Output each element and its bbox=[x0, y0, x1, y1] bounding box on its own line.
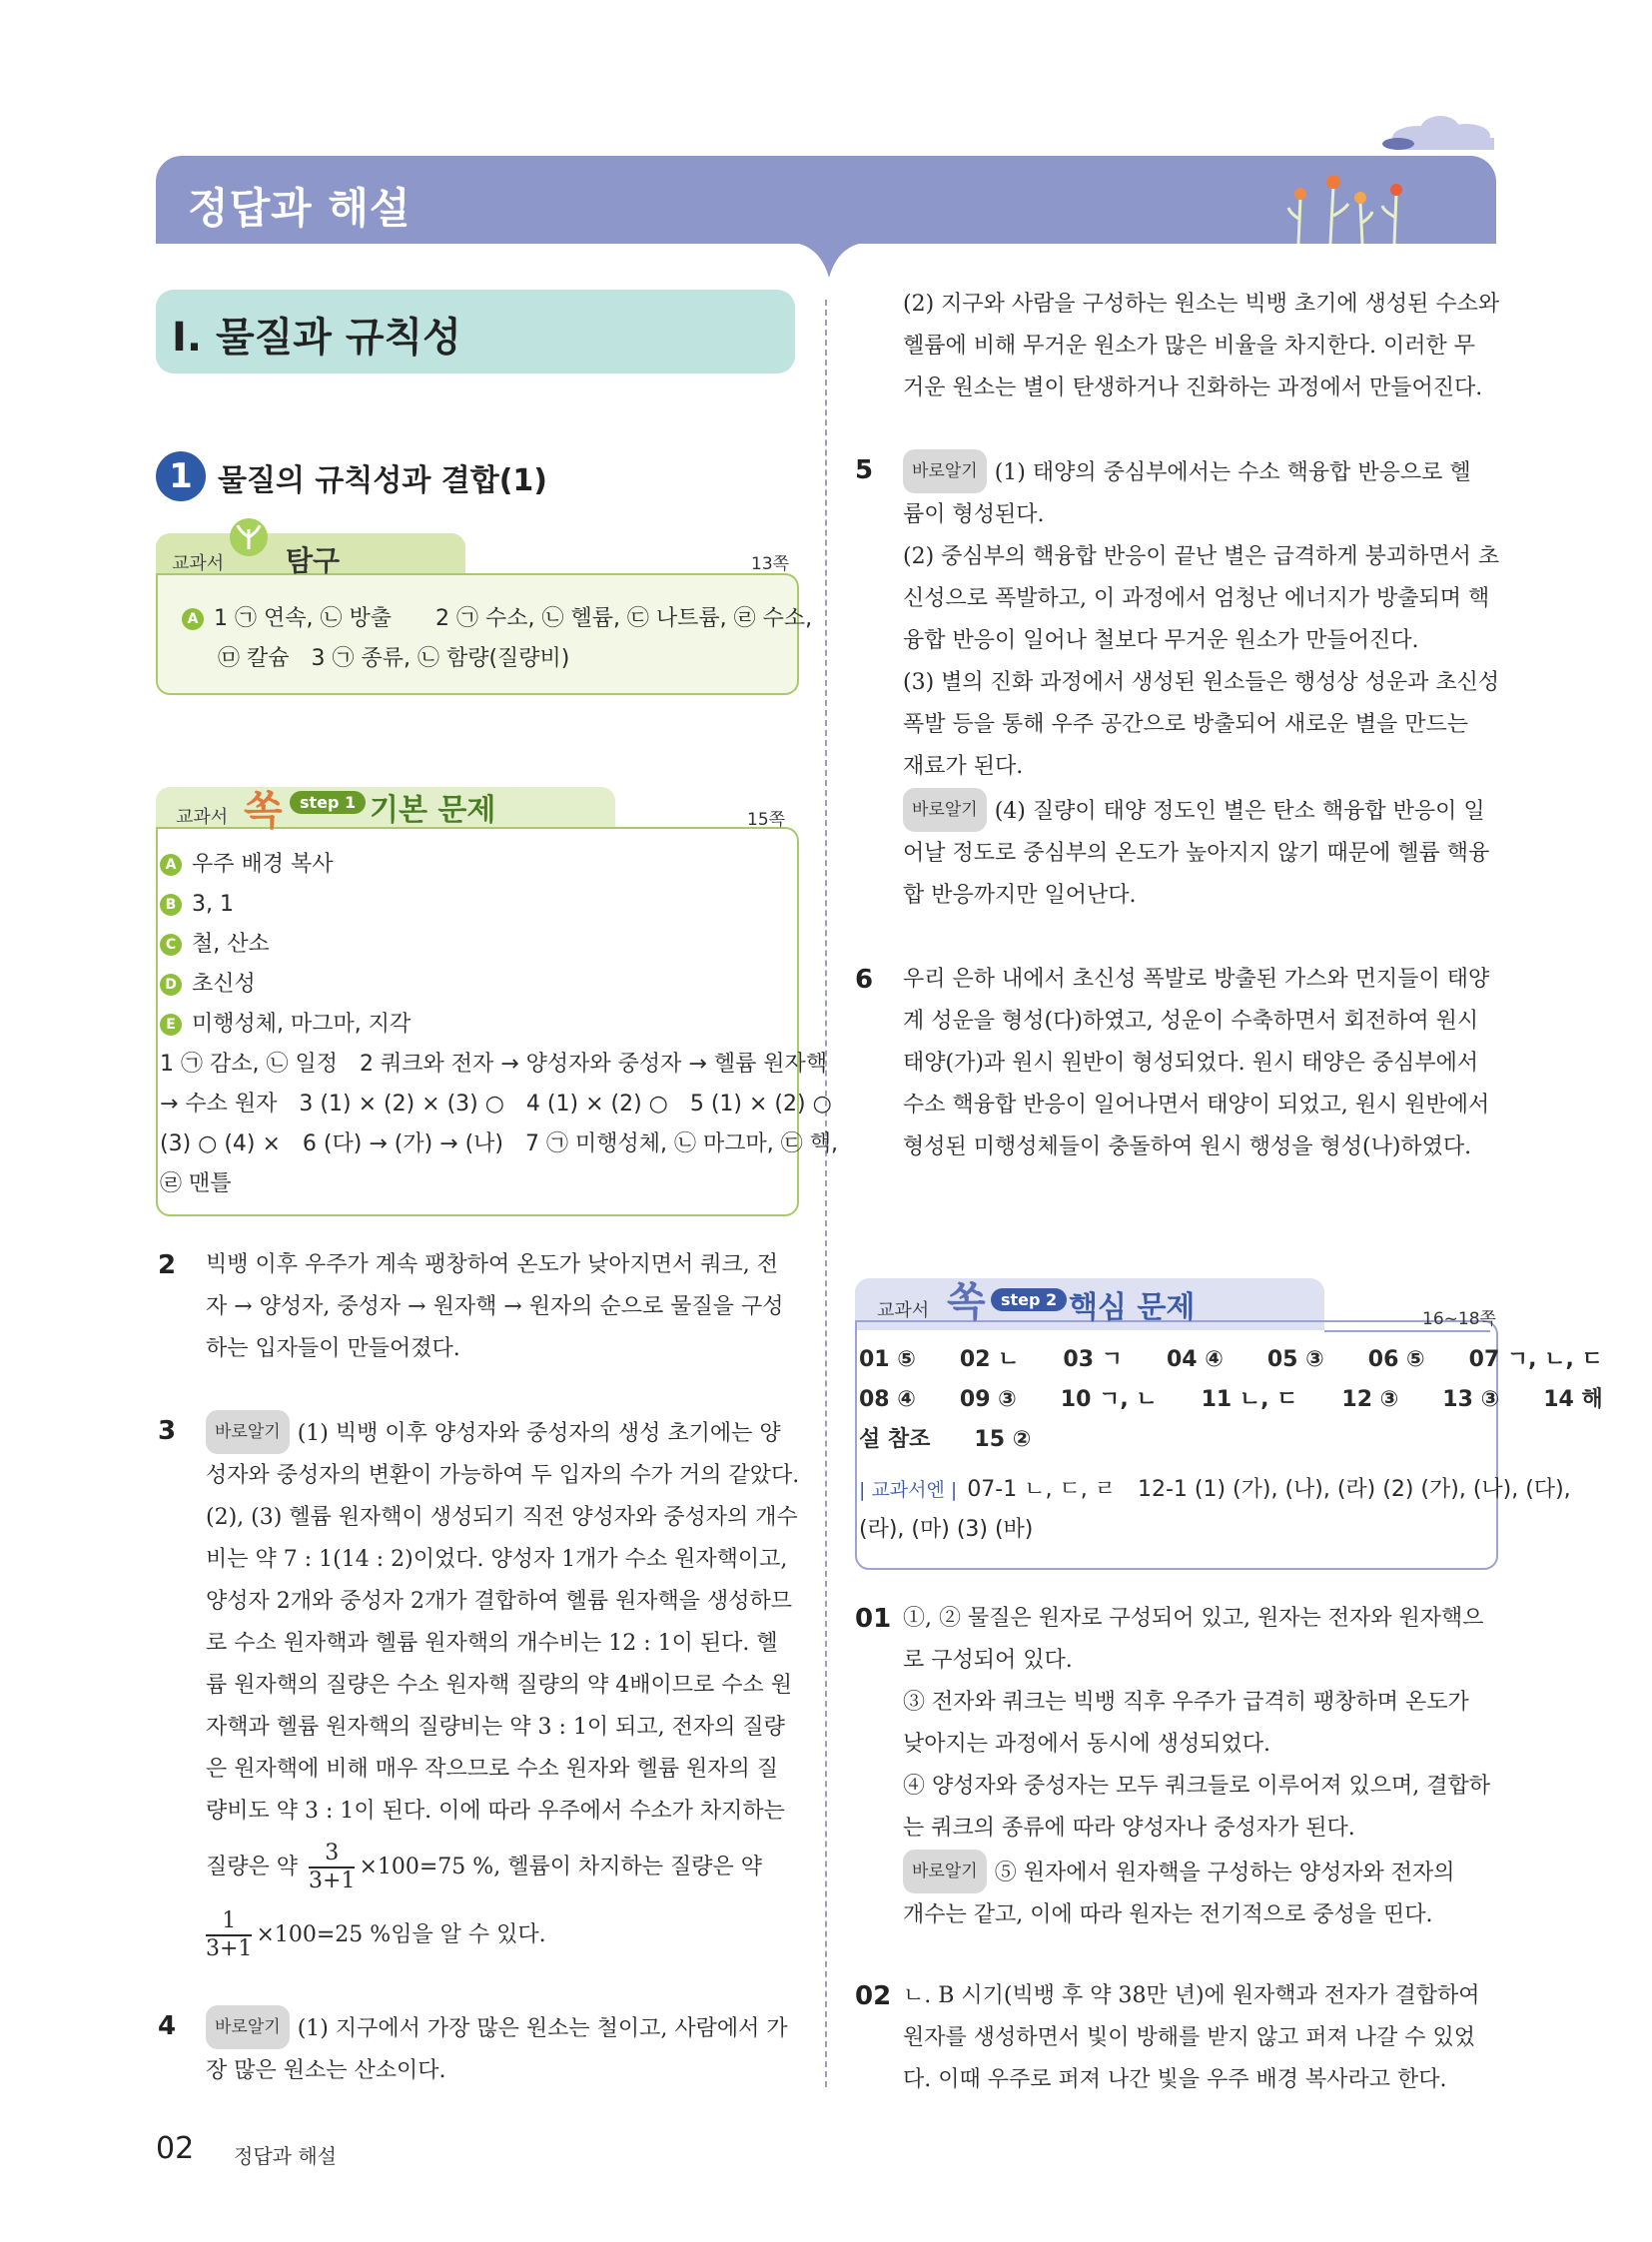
question-4-continued bbox=[903, 284, 1499, 409]
text-line bbox=[903, 449, 1499, 494]
header-notch bbox=[799, 244, 859, 278]
marker-a: A bbox=[182, 608, 204, 630]
step1-answer-line: (3) ○ (4) × 6 (다) → (가) → (나) 7 ㉠ 미행성체, ㉡ 마그마, ㉢ 핵, bbox=[160, 1131, 838, 1156]
step1-item-text: 철, 산소 bbox=[192, 932, 270, 957]
page-number: 02 bbox=[156, 2131, 195, 2166]
text-line: 다. 이때 우주로 퍼져 나간 빛을 우주 배경 복사라고 한다. bbox=[903, 2067, 1447, 2092]
text-line: 형성된 미행성체들이 충돌하여 원시 행성을 형성(나)하였다. bbox=[903, 1134, 1472, 1159]
text-line: (2) 중심부의 핵융합 반응이 끝난 별은 급격하게 붕괴하면서 초 bbox=[903, 544, 1500, 569]
text-span: (1) 지구에서 가장 많은 원소는 철이고, 사람에서 가 bbox=[297, 2016, 788, 2041]
text-line: ④ 양성자와 중성자는 모두 쿼크들로 이루어져 있으며, 결합하 bbox=[903, 1774, 1490, 1799]
step2-ssuk: 쏙 bbox=[947, 1279, 986, 1325]
text-line: 비는 약 7 : 1(14 : 2)이었다. 양성자 1개가 수소 원자핵이고, bbox=[206, 1547, 788, 1572]
step2-page: 16~18쪽 bbox=[1422, 1309, 1496, 1329]
tamgu-answer-line-1 bbox=[182, 599, 812, 639]
step1-item-text: 초신성 bbox=[192, 972, 256, 997]
fraction-denominator: 3+1 bbox=[206, 1936, 253, 1961]
marker-b: B bbox=[160, 894, 182, 916]
correction-badge: 바로알기 bbox=[903, 788, 987, 832]
step1-item bbox=[160, 965, 838, 1005]
text-line: (2) 지구와 사람을 구성하는 원소는 빅뱅 초기에 생성된 수소와 bbox=[903, 292, 1500, 317]
sprout-icon bbox=[228, 517, 270, 569]
question-number: 02 bbox=[855, 1981, 892, 2011]
text-line: 는 쿼크의 종류에 따라 양성자나 중성자가 된다. bbox=[903, 1816, 1355, 1841]
step1-answer-line: → 수소 원자 3 (1) × (2) × (3) ○ 4 (1) × (2) ○ 5 (1) × (2) ○ bbox=[160, 1092, 832, 1117]
step1-page: 15쪽 bbox=[747, 810, 786, 830]
question-6-text bbox=[903, 959, 1489, 1168]
text-line: (2), (3) 헬륨 원자핵이 생성되기 직전 양성자와 중성자의 개수 bbox=[206, 1505, 798, 1530]
step2-extra-row bbox=[859, 1470, 1603, 1510]
text-line: 로 구성되어 있다. bbox=[903, 1648, 1073, 1673]
correction-badge: 바로알기 bbox=[903, 1850, 987, 1893]
text-span: ×100=25 %임을 알 수 있다. bbox=[256, 1922, 546, 1947]
tamgu-source: 교과서 bbox=[172, 553, 225, 574]
text-line bbox=[903, 788, 1499, 833]
marker-e: E bbox=[160, 1014, 182, 1036]
text-span: (1) 태양의 중심부에서는 수소 핵융합 반응으로 헬 bbox=[994, 460, 1471, 485]
step1-item-text: 미행성체, 마그마, 지각 bbox=[192, 1012, 412, 1037]
question-02-text bbox=[903, 1975, 1480, 2101]
text-line bbox=[206, 1410, 799, 1455]
text-span: (1) 빅뱅 이후 양성자와 중성자의 생성 초기에는 양 bbox=[297, 1421, 781, 1446]
correction-badge: 바로알기 bbox=[206, 1410, 290, 1454]
text-line: 계 성운을 형성(다)하였고, 성운이 수축하면서 회전하여 원시 bbox=[903, 1009, 1479, 1034]
step1-item-text: 우주 배경 복사 bbox=[192, 852, 334, 877]
footer-title: 정답과 해설 bbox=[234, 2144, 337, 2168]
text-line: 원자를 생성하면서 빛이 방해를 받지 않고 퍼져 나갈 수 있었 bbox=[903, 2025, 1475, 2050]
tamgu-answer-line-2: ㉤ 칼슘 3 ㉠ 종류, ㉡ 함량(질량비) bbox=[218, 646, 570, 671]
marker-d: D bbox=[160, 974, 182, 996]
flowers-icon bbox=[1278, 168, 1428, 244]
page-header-title: 정답과 해설 bbox=[188, 184, 412, 233]
step2-pill-wrap bbox=[991, 1288, 1067, 1311]
step2-answer-row: 08 ④ 09 ③ 10 ㄱ, ㄴ 11 ㄴ, ㄷ 12 ③ 13 ③ 14 해 bbox=[859, 1387, 1603, 1412]
question-4-text bbox=[206, 2005, 788, 2092]
text-line: 량비도 약 3 : 1이 된다. 이에 따라 우주에서 수소가 차지하는 bbox=[206, 1799, 785, 1824]
text-line: 양성자 2개와 중성자 2개가 결합하여 헬륨 원자핵을 생성하므 bbox=[206, 1589, 792, 1614]
question-number: 2 bbox=[158, 1250, 177, 1280]
text-line: 은 원자핵에 비해 매우 작으므로 수소 원자와 헬륨 원자의 질 bbox=[206, 1757, 778, 1782]
text-line: 수소 핵융합 반응이 일어나면서 태양이 되었고, 원시 원반에서 bbox=[903, 1093, 1490, 1118]
text-line: 빅뱅 이후 우주가 계속 팽창하여 온도가 낮아지면서 쿼크, 전 bbox=[206, 1252, 778, 1277]
text-line: 신성으로 폭발하고, 이 과정에서 엄청난 에너지가 방출되며 핵 bbox=[903, 586, 1490, 611]
text-span: 질량은 약 bbox=[206, 1855, 299, 1879]
text-line: ①, ② 물질은 원자로 구성되어 있고, 원자는 전자와 원자핵으 bbox=[903, 1606, 1484, 1631]
text-line: 자 → 양성자, 중성자 → 원자핵 → 원자의 순으로 물질을 구성 bbox=[206, 1294, 784, 1319]
question-5-text bbox=[903, 449, 1499, 917]
text-line bbox=[206, 2005, 788, 2050]
step1-source: 교과서 bbox=[176, 807, 229, 828]
marker-c: C bbox=[160, 934, 182, 956]
question-number: 6 bbox=[855, 965, 874, 995]
step1-label: 기본 문제 bbox=[370, 793, 496, 828]
textbook-label: | 교과서엔 | bbox=[859, 1479, 958, 1501]
fraction-numerator: 3 bbox=[309, 1841, 355, 1868]
fraction-numerator: 1 bbox=[206, 1908, 252, 1936]
step1-item bbox=[160, 885, 838, 925]
text-line: 장 많은 원소는 산소이다. bbox=[206, 2058, 446, 2083]
fraction-line-1 bbox=[206, 1841, 799, 1894]
step2-answer-row: 01 ⑤ 02 ㄴ 03 ㄱ 04 ④ 05 ③ 06 ⑤ 07 ㄱ, ㄴ, ㄷ bbox=[859, 1347, 1603, 1372]
text-span: ×100=75 %, 헬륨이 차지하는 질량은 약 bbox=[359, 1855, 762, 1879]
step2-pill: step 2 bbox=[991, 1288, 1067, 1311]
question-number: 5 bbox=[855, 455, 874, 485]
step1-ssuk: 쏙 bbox=[244, 788, 283, 834]
text-line: 낮아지는 과정에서 동시에 생성되었다. bbox=[903, 1732, 1271, 1757]
step1-item bbox=[160, 845, 838, 885]
step1-pill-wrap bbox=[290, 791, 366, 814]
question-number: 4 bbox=[158, 2011, 177, 2041]
fraction bbox=[309, 1841, 355, 1894]
question-2-text bbox=[206, 1244, 784, 1370]
step1-items bbox=[160, 845, 838, 1204]
text-line: 우리 은하 내에서 초신성 폭발로 방출된 가스와 먼지들이 태양 bbox=[903, 967, 1490, 992]
marker-a: A bbox=[160, 854, 182, 876]
text-line: 태양(가)과 원시 원반이 형성되었다. 원시 태양은 중심부에서 bbox=[903, 1051, 1479, 1076]
step2-label: 핵심 문제 bbox=[1069, 1290, 1196, 1325]
text-line: 성자와 중성자의 변환이 가능하여 두 입자의 수가 거의 같았다. bbox=[206, 1463, 800, 1488]
unit-number-badge: 1 bbox=[156, 451, 206, 501]
text-line: ③ 전자와 쿼크는 빅뱅 직후 우주가 급격히 팽창하며 온도가 bbox=[903, 1690, 1469, 1715]
text-line: 어날 정도로 중심부의 온도가 높아지지 않기 때문에 헬륨 핵융 bbox=[903, 841, 1490, 866]
question-3-text bbox=[206, 1410, 799, 1962]
correction-badge: 바로알기 bbox=[206, 2005, 290, 2049]
tamgu-page: 13쪽 bbox=[751, 554, 790, 574]
text-span: ⑤ 원자에서 원자핵을 구성하는 양성자와 전자의 bbox=[994, 1861, 1455, 1885]
question-number: 01 bbox=[855, 1604, 892, 1634]
text-line: 합 반응까지만 일어난다. bbox=[903, 883, 1137, 908]
fraction bbox=[206, 1908, 252, 1962]
unit-title: 물질의 규칙성과 결합(1) bbox=[218, 463, 548, 498]
text-line: 하는 입자들이 만들어졌다. bbox=[206, 1336, 460, 1361]
text-line: 헬륨에 비해 무거운 원소가 많은 비율을 차지한다. 이러한 무 bbox=[903, 334, 1475, 359]
step1-item-text: 3, 1 bbox=[192, 892, 234, 917]
correction-badge: 바로알기 bbox=[903, 449, 987, 493]
text-span: (4) 질량이 태양 정도인 별은 탄소 핵융합 반응이 일 bbox=[994, 799, 1485, 824]
text-line: ㄴ. B 시기(빅뱅 후 약 38만 년)에 원자핵과 전자가 결합하여 bbox=[903, 1983, 1480, 2008]
cloud-icon bbox=[1378, 108, 1498, 152]
text-line: 륨 원자핵의 질량은 수소 원자핵 질량의 약 4배이므로 수소 원 bbox=[206, 1673, 792, 1698]
step1-item bbox=[160, 1005, 838, 1045]
fraction-denominator: 3+1 bbox=[309, 1868, 356, 1893]
text-line: (3) 별의 진화 과정에서 생성된 원소들은 행성상 성운과 초신성 bbox=[903, 670, 1500, 695]
question-01-text bbox=[903, 1598, 1490, 1936]
step1-item bbox=[160, 925, 838, 965]
step1-pill: step 1 bbox=[290, 791, 366, 814]
tamgu-line-1-text: 1 ㉠ 연속, ㉡ 방출 2 ㉠ 수소, ㉡ 헬륨, ㉢ 나트륨, ㉣ 수소, bbox=[214, 606, 813, 631]
part-title: Ⅰ. 물질과 규칙성 bbox=[172, 315, 461, 361]
text-line: 융합 반응이 일어나 철보다 무거운 원소가 만들어진다. bbox=[903, 628, 1419, 653]
text-line: 재료가 된다. bbox=[903, 754, 1024, 779]
text-line: 폭발 등을 통해 우주 공간으로 방출되어 새로운 별을 만드는 bbox=[903, 712, 1468, 737]
step1-answer-line: 1 ㉠ 감소, ㉡ 일정 2 쿼크와 전자 → 양성자와 중성자 → 헬륨 원자핵 bbox=[160, 1052, 828, 1077]
step2-answers bbox=[859, 1340, 1603, 1550]
text-line: 로 수소 원자핵과 헬륨 원자핵의 개수비는 12 : 1이 된다. 헬 bbox=[206, 1631, 778, 1656]
step1-answer-line: ㉣ 맨틀 bbox=[160, 1171, 232, 1196]
question-number: 3 bbox=[158, 1416, 177, 1446]
text-line bbox=[903, 1850, 1490, 1894]
fraction-line-2 bbox=[206, 1908, 799, 1962]
step2-source: 교과서 bbox=[877, 1300, 930, 1321]
tamgu-label: 탐구 bbox=[286, 544, 341, 577]
text-line: 거운 원소는 별이 탄생하거나 진화하는 과정에서 만들어진다. bbox=[903, 375, 1483, 400]
text-span: 07-1 ㄴ, ㄷ, ㄹ 12-1 (1) (가), (나), (라) (2) (가), (나), (다), bbox=[967, 1477, 1571, 1502]
step2-answer-row: 설 참조 15 ② bbox=[859, 1427, 1032, 1452]
step2-extra-row: (라), (마) (3) (바) bbox=[859, 1517, 1034, 1542]
text-line: 륨이 형성된다. bbox=[903, 502, 1045, 527]
text-line: 자핵과 헬륨 원자핵의 질량비는 약 3 : 1이 되고, 전자의 질량 bbox=[206, 1715, 785, 1740]
text-line: 개수는 같고, 이에 따라 원자는 전기적으로 중성을 띤다. bbox=[903, 1902, 1433, 1927]
